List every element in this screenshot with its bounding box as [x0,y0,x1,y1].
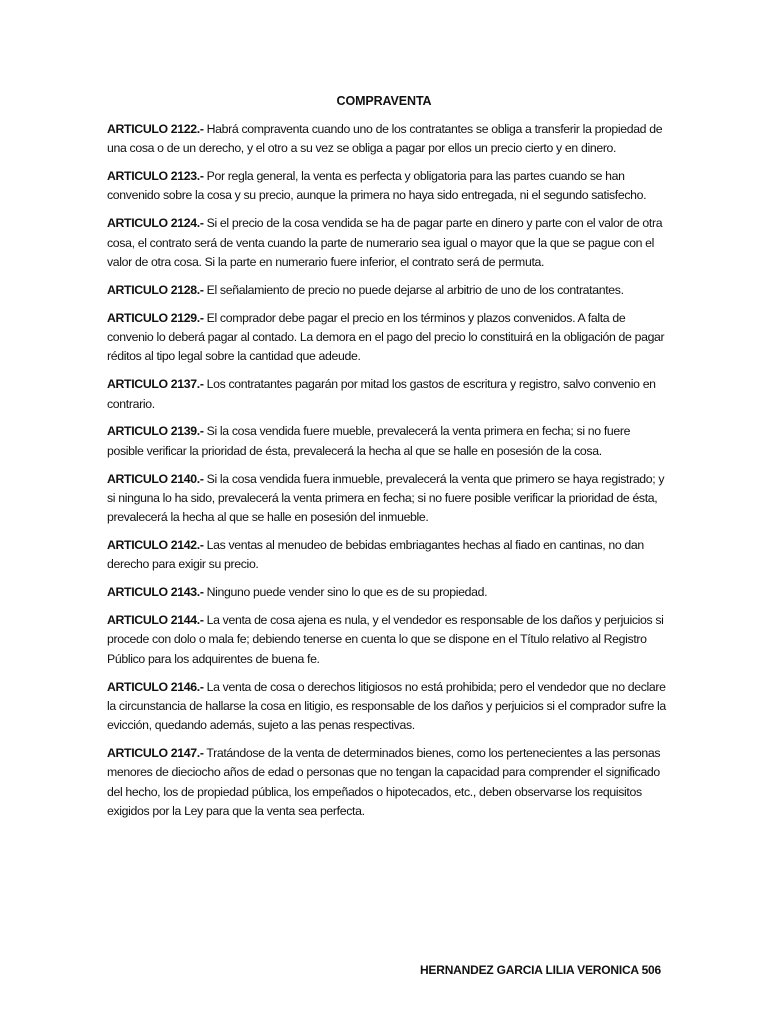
article-2143 [107,583,667,602]
document-title: COMPRAVENTA [336,94,432,108]
article-2142 [107,536,667,575]
article-text: Los contratantes pagarán por mitad los gastos de escritura y registro, salvo convenio en contrario. [107,377,656,411]
article-number: ARTICULO 2140.- [107,471,204,486]
article-number: ARTICULO 2143.- [107,585,204,600]
article-2147 [107,744,667,821]
article-2144 [107,611,667,669]
article-number: ARTICULO 2122.- [107,122,204,136]
article-text: Si la cosa vendida fuera inmueble, prevalecerá la venta que primero se haya registrado; y si ninguna lo ha sido, prevalecerá la venta primera en fecha; si no fuere posible verificar la prioridad de ésta, prevalecerá la hecha al que se halle en posesión del inmueble. [107,471,665,525]
author-footer: HERNANDEZ GARCIA LILIA VERONICA 506 [419,963,661,977]
article-text: Ninguno puede vender sino lo que es de su propiedad. [203,585,488,600]
article-2140 [107,470,667,528]
article-2122 [107,120,667,159]
article-number: ARTICULO 2147.- [107,746,204,761]
article-2139 [107,422,667,461]
article-number: ARTICULO 2137.- [107,377,204,392]
article-2146 [107,678,667,736]
article-number: ARTICULO 2128.- [107,282,204,297]
article-2129 [107,309,667,367]
article-text: Las ventas al menudeo de bebidas embriagantes hechas al fiado en cantinas, no dan derecho para exigir su precio. [107,538,644,572]
article-2137 [107,375,667,414]
article-text: Tratándose de la venta de determinados bienes, como los pertenecientes a las personas menores de dieciocho años de edad o personas que no tengan la capacidad para comprender el significado del hecho, los de propiedad pública, los empeñados o hipotecados, etc., deben observarse los requisitos exigidos por la Ley para que la venta sea perfecta. [107,746,661,819]
article-2128 [107,281,667,300]
article-text: Por regla general, la venta es perfecta y obligatoria para las partes cuando se han convenido sobre la cosa y su precio, aunque la primera no haya sido entregada, ni el segundo satisfecho. [107,169,647,203]
article-number: ARTICULO 2144.- [107,613,204,628]
article-number: ARTICULO 2142.- [107,538,204,553]
articles-list [107,120,667,830]
article-2123 [107,167,667,206]
article-text: Si el precio de la cosa vendida se ha de pagar parte en dinero y parte con el valor de otra cosa, el contrato será de venta cuando la parte de numerario sea igual o mayor que la que se pague con el valor de otra cosa. Si la parte en numerario fuere inferior, el contrato será de permuta. [107,216,663,269]
article-number: ARTICULO 2129.- [107,310,204,325]
article-text: Si la cosa vendida fuere mueble, prevalecerá la venta primera en fecha; si no fuere posible verificar la prioridad de ésta, prevalecerá la hecha al que se halle en posesión de la cosa. [107,424,631,458]
article-2124 [107,214,667,272]
article-text: La venta de cosa ajena es nula, y el vendedor es responsable de los daños y perjuicios si procede con dolo o mala fe; debiendo tenerse en cuenta lo que se dispone en el Título relativo al Registro Público para los adquirentes de buena fe. [107,613,664,666]
article-text: Habrá compraventa cuando uno de los contratantes se obliga a transferir la propiedad de una cosa o de un derecho, y el otro a su vez se obliga a pagar por ellos un precio cierto y en dinero. [107,122,663,156]
article-text: La venta de cosa o derechos litigiosos no está prohibida; pero el vendedor que no declare la circunstancia de hallarse la cosa en litigio, es responsable de los daños y perjuicios si el comprador sufre la evicción, quedando además, sujeto a las penas respectivas. [107,679,666,733]
article-number: ARTICULO 2139.- [107,424,204,439]
article-number: ARTICULO 2146.- [107,679,204,694]
article-number: ARTICULO 2124.- [107,216,204,231]
article-text: El comprador debe pagar el precio en los términos y plazos convenidos. A falta de convenio lo deberá pagar al contado. La demora en el pago del precio lo constituirá en la obligación de pagar réditos al tipo legal sobre la cantidad que adeude. [107,310,665,364]
article-text: El señalamiento de precio no puede dejarse al arbitrio de uno de los contratantes. [203,282,624,297]
article-number: ARTICULO 2123.- [107,169,204,184]
